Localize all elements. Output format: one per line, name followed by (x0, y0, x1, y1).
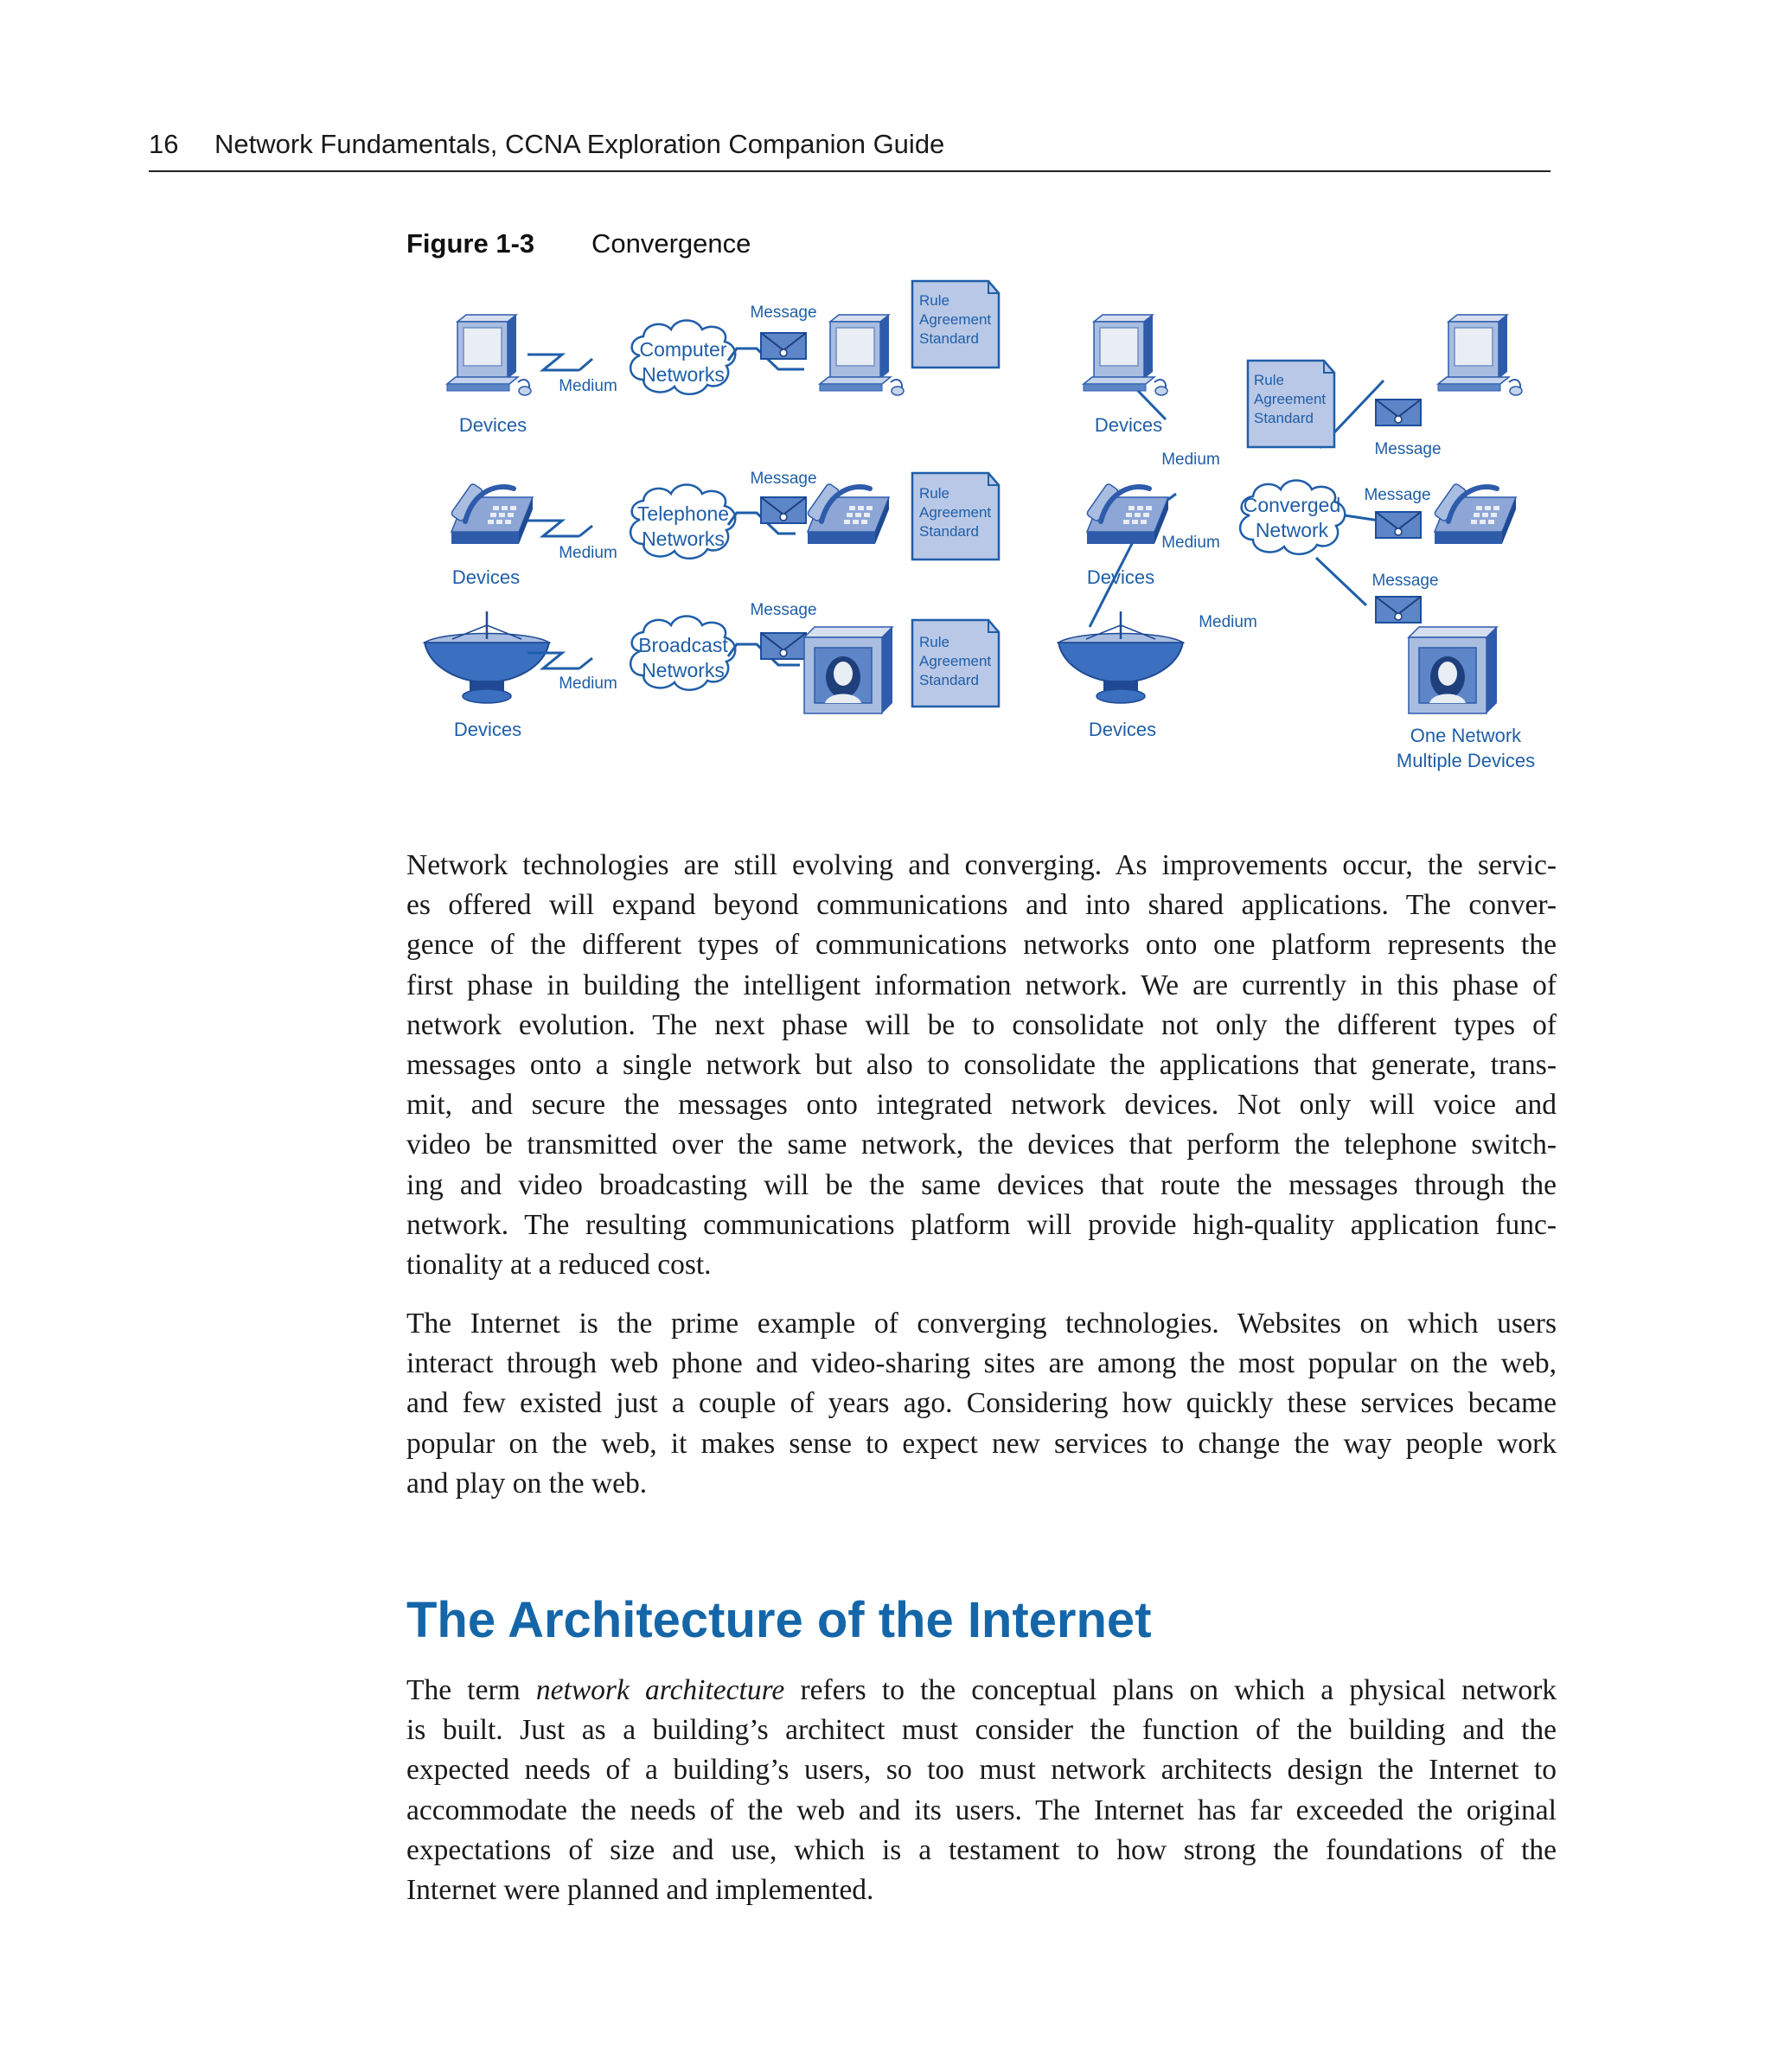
message-label: Message (750, 304, 817, 322)
message-label: Message (750, 601, 817, 619)
message-label: Message (1371, 572, 1439, 590)
text-line: is built. Just as a building’s architect must consider the function of the building and the (406, 1714, 1557, 1747)
text-line: es offered will expand beyond communications and into shared applications. The conver- (406, 889, 1557, 922)
message-label: Message (1364, 486, 1431, 504)
medium-label: Medium (559, 675, 617, 693)
envelope-icon (761, 497, 806, 523)
telephone-icon (451, 483, 533, 544)
rule-label: Rule (919, 292, 949, 309)
computer-icon (447, 315, 531, 395)
converged-network-diagram (1058, 315, 1535, 771)
text-line: popular on the web, it makes sense to expect new services to change the way people work (406, 1427, 1557, 1460)
multiple-devices-label: Multiple Devices (1396, 750, 1536, 771)
envelope-icon (761, 633, 806, 659)
text-line: and few existed just a couple of years ago. Considering how quickly these services became (406, 1387, 1557, 1420)
satellite-dish-icon (1058, 611, 1183, 703)
medium-label: Medium (1161, 534, 1220, 552)
converged-label-line2: Network (1255, 519, 1329, 541)
telephone-icon (807, 483, 889, 544)
network-label-line1: Computer (639, 338, 727, 361)
text-line: mit, and secure the messages onto integrated network devices. Not only will voice and (406, 1089, 1557, 1122)
television-icon (1409, 627, 1497, 713)
section-heading: The Architecture of the Internet (406, 1592, 1152, 1648)
defined-term: network architecture (535, 1674, 785, 1706)
figure-title: Convergence (591, 228, 751, 259)
book-title: Network Fundamentals, CCNA Exploration Companion Guide (214, 129, 945, 159)
standard-label: Standard (1254, 410, 1314, 426)
text-line: network. The resulting communications platform will provide high-quality application func- (406, 1208, 1557, 1241)
message-label: Message (1374, 440, 1442, 458)
text-run: refers to the conceptual plans on which a physical network (784, 1674, 1557, 1706)
computer-network-row (447, 281, 999, 436)
text-line: tionality at a reduced cost. (406, 1249, 712, 1282)
network-label-line1: Broadcast (638, 634, 728, 656)
text-line: Internet were planned and implemented. (406, 1874, 874, 1907)
devices-label: Devices (1086, 566, 1155, 588)
network-label-line2: Networks (642, 528, 725, 550)
convergence-figure (415, 272, 1557, 783)
medium-link-icon (527, 521, 579, 536)
page-number: 16 (149, 129, 179, 159)
text-line: ing and video broadcasting will be the same devices that route the messages through the (406, 1168, 1557, 1201)
text-line: video be transmitted over the same network, the devices that perform the telephone switch- (406, 1129, 1557, 1161)
devices-label: Devices (451, 566, 521, 588)
network-label-line2: Networks (642, 659, 725, 681)
agreement-label: Agreement (1254, 391, 1327, 407)
text-run: The term (406, 1674, 536, 1706)
devices-label: Devices (1088, 719, 1157, 740)
envelope-icon (1376, 597, 1421, 623)
envelope-icon (1376, 400, 1421, 425)
message-label: Message (750, 470, 817, 488)
devices-label: Devices (453, 719, 522, 740)
network-label-line1: Telephone (636, 502, 730, 525)
rule-label: Rule (1254, 372, 1284, 388)
broadcast-network-row (425, 601, 999, 740)
medium-label: Medium (1199, 613, 1257, 631)
network-label-line2: Networks (642, 363, 725, 386)
text-line: accommodate the needs of the web and its users. The Internet has far exceeded the original (406, 1794, 1557, 1826)
agreement-label: Agreement (919, 653, 992, 669)
rule-label: Rule (919, 634, 949, 650)
television-icon (804, 627, 892, 713)
standard-label: Standard (919, 672, 979, 688)
text-line: The Internet is the prime example of converging technologies. Websites on which users (406, 1308, 1557, 1340)
figure-caption (406, 228, 751, 259)
text-line: expectations of size and use, which is a testament to how strong the foundations of the (406, 1833, 1557, 1866)
agreement-label: Agreement (919, 504, 992, 521)
medium-link-icon (527, 355, 579, 370)
text-line: gence of the different types of communications networks onto one platform represents the (406, 929, 1557, 962)
medium-label: Medium (559, 377, 617, 395)
computer-icon (1084, 315, 1167, 395)
telephone-icon (1086, 483, 1168, 544)
satellite-dish-icon (425, 611, 549, 703)
medium-label: Medium (1161, 451, 1220, 469)
standard-label: Standard (919, 330, 979, 347)
paragraph-network-architecture (406, 1671, 1557, 1910)
medium-label: Medium (559, 544, 617, 562)
text-line: and play on the web. (406, 1467, 648, 1500)
figure-number: Figure 1-3 (406, 228, 535, 259)
text-line: expected needs of a building’s users, so too must network architects design the Internet to (406, 1754, 1557, 1787)
text-line: messages onto a single network but also to consolidate the applications that generate, trans- (406, 1049, 1557, 1082)
computer-icon (820, 315, 904, 395)
converged-label-line1: Converged (1243, 494, 1341, 516)
text-line (406, 1671, 1557, 1711)
paragraph-internet-converging (406, 1304, 1557, 1504)
devices-label: Devices (458, 414, 527, 436)
telephone-network-row (451, 470, 999, 588)
rule-label: Rule (919, 485, 949, 502)
running-header (149, 125, 1550, 172)
text-line: first phase in building the intelligent information network. We are currently in this phase of (406, 969, 1557, 1001)
text-line: network evolution. The next phase will be to consolidate not only the different types of (406, 1008, 1557, 1041)
computer-icon (1438, 315, 1522, 395)
text-line: Network technologies are still evolving and converging. As improvements occur, the servic- (406, 849, 1557, 881)
converged-cloud-icon (1240, 481, 1345, 554)
text-line: interact through web phone and video-sharing sites are among the most popular on the web, (406, 1347, 1557, 1380)
agreement-label: Agreement (919, 311, 992, 328)
one-network-label: One Network (1410, 725, 1522, 746)
standard-label: Standard (919, 523, 979, 540)
devices-label: Devices (1094, 414, 1163, 436)
paragraph-convergence-evolution (406, 846, 1557, 1285)
envelope-icon (1376, 512, 1421, 538)
envelope-icon (761, 333, 806, 359)
telephone-icon (1434, 483, 1516, 544)
